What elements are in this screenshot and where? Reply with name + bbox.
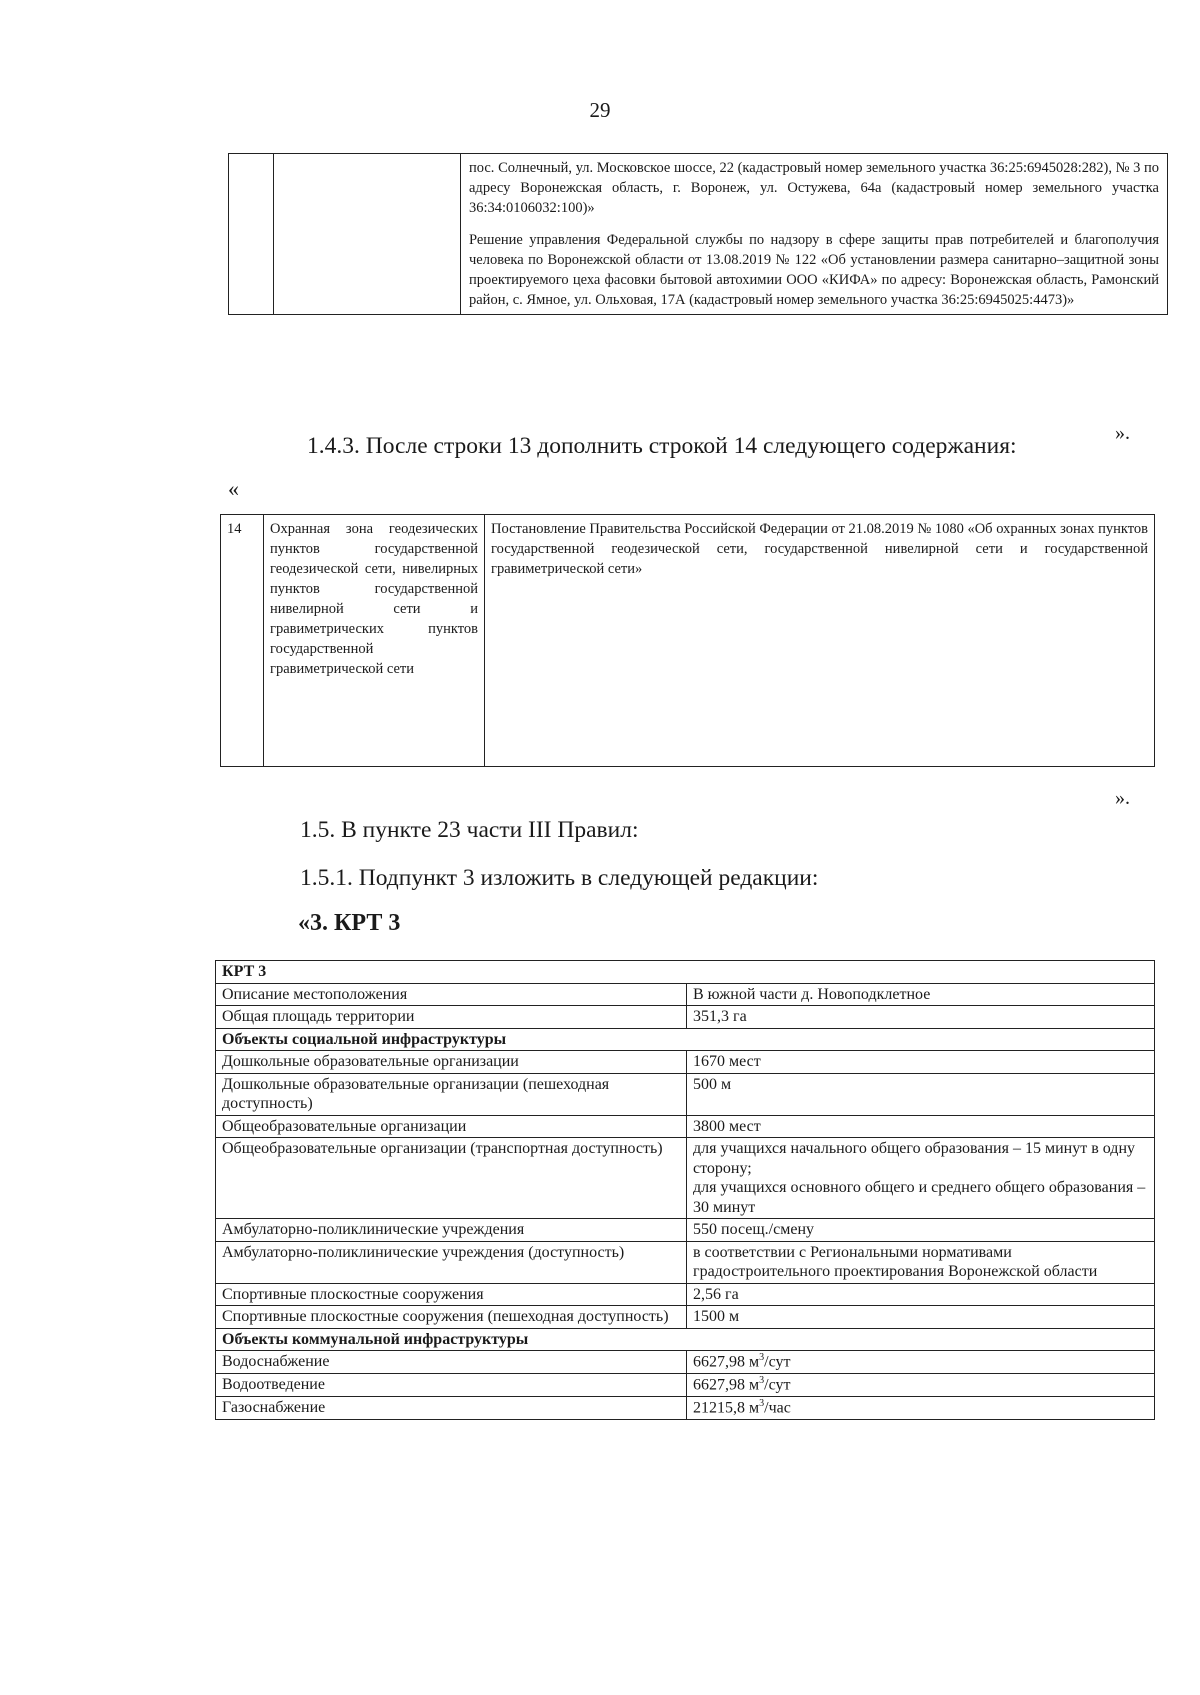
krt-table-body	[216, 961, 1155, 1420]
krt-value-text: для учащихся начального общего образования – 15 минут в одну сторону; для учащихся основного общего и среднего общего образования – 30 минут	[693, 1140, 1146, 1216]
krt-table	[215, 960, 1155, 1420]
krt-row	[216, 1374, 1155, 1397]
krt-section-title: Объекты коммунальной инфраструктуры	[216, 1328, 1155, 1351]
krt-row-value	[687, 1073, 1155, 1115]
krt-value-text: 6627,98 м	[693, 1353, 760, 1371]
krt-title: КРТ 3	[216, 961, 1155, 984]
krt-row-label: Общеобразовательные организации	[216, 1115, 687, 1138]
row-14-zone: Охранная зона геодезических пунктов государственной геодезической сети, нивелирных пунктов государственной нивелирной сети и гравиметрических пунктов государственной гравиметрической сети	[264, 515, 485, 767]
krt-row-label: Водоотведение	[216, 1374, 687, 1397]
paragraph-1-5: 1.5. В пункте 23 части III Правил:	[300, 817, 639, 843]
krt-row-label: Дошкольные образовательные организации (пешеходная доступность)	[216, 1073, 687, 1115]
krt-row-value	[687, 1351, 1155, 1374]
table1-cell-empty-1	[229, 154, 274, 315]
krt-row-label: Амбулаторно-поликлинические учреждения (доступность)	[216, 1241, 687, 1283]
krt-row-value	[687, 1374, 1155, 1397]
krt-heading: «3. КРТ 3	[298, 910, 401, 936]
krt-value-superscript: 3	[759, 1352, 765, 1364]
krt-section-row	[216, 1328, 1155, 1351]
krt-row-label: Амбулаторно-поликлинические учреждения	[216, 1219, 687, 1242]
krt-row	[216, 1396, 1155, 1419]
krt-value-text: 1500 м	[693, 1308, 740, 1326]
krt-row-label: Общеобразовательные организации (транспортная доступность)	[216, 1138, 687, 1219]
krt-value-superscript: 3	[759, 1397, 765, 1409]
krt-row-value	[687, 1006, 1155, 1029]
page-number: 29	[589, 98, 611, 122]
krt-row-label: Описание местоположения	[216, 983, 687, 1006]
open-quote: «	[228, 476, 239, 501]
krt-value-text: 550 посещ./смену	[693, 1221, 815, 1239]
krt-row	[216, 1306, 1155, 1329]
krt-value-unit: /сут	[764, 1353, 791, 1371]
paragraph-1-4-3: 1.4.3. После строки 13 дополнить строкой 14 следующего содержания:	[307, 433, 1017, 459]
krt-value-unit: /час	[764, 1399, 791, 1417]
krt-row-value	[687, 1219, 1155, 1242]
paragraph-1-5-1: 1.5.1. Подпункт 3 изложить в следующей редакции:	[300, 865, 819, 891]
krt-row	[216, 1241, 1155, 1283]
krt-value-text: 3800 мест	[693, 1117, 761, 1135]
table1-cell-documents	[461, 154, 1168, 315]
krt-row	[216, 1115, 1155, 1138]
krt-row	[216, 1006, 1155, 1029]
krt-row-value	[687, 1138, 1155, 1219]
krt-row-label: Спортивные плоскостные сооружения (пешеходная доступность)	[216, 1306, 687, 1329]
krt-row-label: Общая площадь территории	[216, 1006, 687, 1029]
krt-row-label: Водоснабжение	[216, 1351, 687, 1374]
krt-row	[216, 1219, 1155, 1242]
krt-value-text: в соответствии с Региональными нормативами градостроительного проектирования Воронежской области	[693, 1243, 1098, 1281]
row-14-document: Постановление Правительства Российской Федерации от 21.08.2019 № 1080 «Об охранных зонах пунктов государственной геодезической сети, государственной нивелирной сети и государственной гравиметрической сети»	[485, 515, 1155, 767]
krt-value-text: 1670 мест	[693, 1053, 761, 1071]
krt-row	[216, 1283, 1155, 1306]
krt-row	[216, 1051, 1155, 1074]
krt-value-text: 500 м	[693, 1075, 732, 1093]
close-quote-2: ».	[1115, 787, 1130, 809]
continuation-table	[228, 153, 1168, 315]
table1-para-2: Решение управления Федеральной службы по надзору в сфере защиты прав потребителей и благополучия человека по Воронежской области от 13.08.2019 № 122 «Об установлении размера санитарно–защитной зоны проектируемого цеха фасовки бытовой автохимии ООО «КИФА» по адресу: Воронежская область, Рамонский район, с. Ямное, ул. Ольховая, 17А (кадастровый номер земельного участка 36:25:6945025:4473)»	[469, 232, 1159, 308]
row-14-table	[220, 514, 1155, 767]
krt-row-label: Газоснабжение	[216, 1396, 687, 1419]
krt-value-text: 21215,8 м	[693, 1399, 760, 1417]
krt-row-value	[687, 1241, 1155, 1283]
krt-value-text: В южной части д. Новоподклетное	[693, 985, 931, 1003]
krt-row	[216, 1073, 1155, 1115]
row-14-number: 14	[221, 515, 264, 767]
krt-value-unit: /сут	[764, 1376, 791, 1394]
krt-value-superscript: 3	[759, 1375, 765, 1387]
close-quote-1: ».	[1115, 422, 1130, 444]
krt-row	[216, 1138, 1155, 1219]
krt-value-text: 6627,98 м	[693, 1376, 760, 1394]
krt-row-value	[687, 983, 1155, 1006]
krt-row-value	[687, 1051, 1155, 1074]
krt-section-title: Объекты социальной инфраструктуры	[216, 1028, 1155, 1051]
krt-value-text: 351,3 га	[693, 1008, 747, 1026]
krt-section-row	[216, 1028, 1155, 1051]
krt-row-value	[687, 1306, 1155, 1329]
krt-row-label: Спортивные плоскостные сооружения	[216, 1283, 687, 1306]
table1-cell-empty-2	[274, 154, 461, 315]
krt-row-value	[687, 1115, 1155, 1138]
krt-row-value	[687, 1283, 1155, 1306]
krt-row-value	[687, 1396, 1155, 1419]
krt-value-text: 2,56 га	[693, 1285, 739, 1303]
krt-row	[216, 1351, 1155, 1374]
table1-para-1: пос. Солнечный, ул. Московское шоссе, 22 (кадастровый номер земельного участка 36:25:6945028:282), № 3 по адресу Воронежская область, г. Воронеж, ул. Остужева, 64а (кадастровый номер земельного участка 36:34:0106032:100)»	[469, 160, 1159, 216]
krt-row	[216, 983, 1155, 1006]
krt-row-label: Дошкольные образовательные организации	[216, 1051, 687, 1074]
